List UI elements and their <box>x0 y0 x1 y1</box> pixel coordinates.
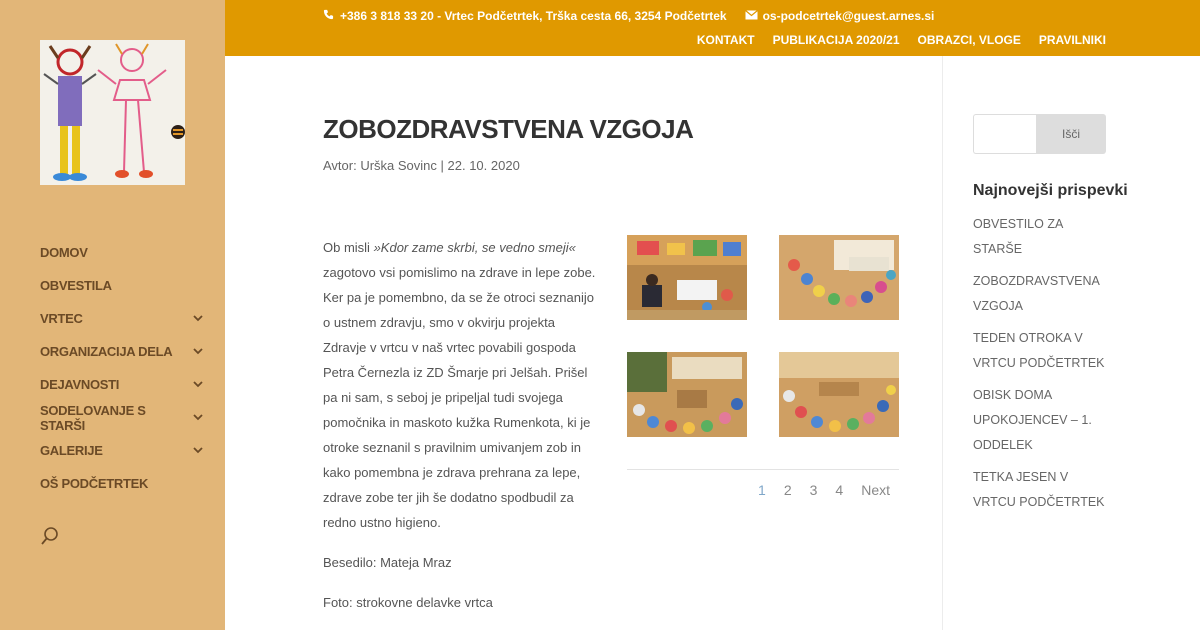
nav-item-vrtec[interactable] <box>40 302 210 335</box>
search-input[interactable] <box>973 114 1036 154</box>
nav-item-dejavnosti[interactable] <box>40 368 210 401</box>
nav-item-organizacija-dela[interactable] <box>40 335 210 368</box>
recent-posts-title: Najnovejši prispevki <box>973 182 1128 199</box>
topnav-obrazci-vloge[interactable]: OBRAZCI, VLOGE <box>917 33 1021 47</box>
topnav-publikacija[interactable]: PUBLIKACIJA 2020/21 <box>772 33 900 47</box>
email-link[interactable] <box>745 9 935 23</box>
page-link-1[interactable]: 1 <box>758 482 766 498</box>
recent-post-link[interactable]: TETKA JESEN V VRTCU PODČETRTEK <box>973 470 1105 509</box>
page-link-4[interactable]: 4 <box>835 482 844 498</box>
nav-item-label: VRTEC <box>40 311 83 326</box>
top-header <box>225 0 1200 56</box>
phone-icon <box>323 9 334 23</box>
intro-prefix: Ob misli <box>323 240 374 255</box>
recent-post-link[interactable]: OBISK DOMA UPOKOJENCEV – 1. ODDELEK <box>973 388 1092 452</box>
sidebar <box>0 0 225 630</box>
gallery-photo[interactable] <box>779 352 899 437</box>
nav-item-label: OBVESTILA <box>40 278 112 293</box>
post-body <box>323 235 598 630</box>
recent-post-link[interactable]: TEDEN OTROKA V VRTCU PODČETRTEK <box>973 331 1105 370</box>
nav-item-label: DEJAVNOSTI <box>40 377 120 392</box>
nav-item-domov[interactable] <box>40 236 210 269</box>
gallery-photo[interactable] <box>779 235 899 320</box>
gallery-photo[interactable] <box>627 235 747 320</box>
chevron-down-icon[interactable] <box>190 344 206 360</box>
topnav-kontakt[interactable]: KONTAKT <box>696 33 755 47</box>
post-author-text: Besedilo: Mateja Mraz <box>323 555 452 570</box>
nav-item-obvestila[interactable] <box>40 269 210 302</box>
secondary-nav <box>697 33 1106 47</box>
sidebar-divider <box>942 56 943 630</box>
recent-posts-list <box>973 212 1113 522</box>
post-paragraph <box>323 235 598 535</box>
post-photo-credit: Foto: strokovne delavke vrtca <box>323 595 493 610</box>
nav-item-label: OŠ PODČETRTEK <box>40 476 149 491</box>
post-meta: Avtor: Urška Sovinc | 22. 10. 2020 <box>323 158 520 173</box>
nav-item-label: SODELOVANJE S STARŠI <box>40 402 146 433</box>
post-title: ZOBOZDRAVSTVENA VZGOJA <box>323 114 694 144</box>
page-next-link[interactable]: Next <box>861 482 890 498</box>
phone-address-text: +386 3 818 33 20 - Vrtec Podčetrtek, Trška cesta 66, 3254 Podčetrtek <box>340 9 727 23</box>
nav-item-label: ORGANIZACIJA DELA <box>40 344 173 359</box>
email-text: os-podcetrtek@guest.arnes.si <box>762 9 935 23</box>
nav-item-os-podcetrtek[interactable] <box>40 467 210 500</box>
gallery-pagination <box>758 482 890 498</box>
nav-item-galerije[interactable] <box>40 434 210 467</box>
intro-rest: zagotovo vsi pomislimo na zdrave in lepe zobe. Ker pa je pomembno, da se že otroci seznanijo o ustnem zdravju, smo v okvirju projekta Zdravje v vrtcu v naš vrtec povabili gospoda Petra Černezla iz ZD Šmarje pri Jelšah. Prišel pa ni sam, s seboj je pripeljal tudi svojega pomočnika in maskoto kužka Rumenkota, ki je otroke seznanil s pravilnim umivanjem zob in kako pomembna je zdrava prehrana za lepe, zdrave zobe ter jih še dodatno spodbudil za redno ustno higieno. <box>323 265 596 530</box>
main-nav <box>40 236 210 500</box>
page-link-2[interactable]: 2 <box>783 482 792 498</box>
chevron-down-icon[interactable] <box>190 311 206 327</box>
topnav-pravilniki[interactable]: PRAVILNIKI <box>1038 33 1106 47</box>
gallery-photo[interactable] <box>627 352 747 437</box>
nav-item-sodelovanje[interactable] <box>40 401 210 434</box>
chevron-down-icon[interactable] <box>190 377 206 393</box>
intro-quote: »Kdor zame skrbi, se vedno smeji« <box>373 240 576 255</box>
gallery-divider <box>627 469 899 470</box>
search-widget <box>973 114 1106 154</box>
recent-post-link[interactable]: ZOBOZDRAVSTVENA VZGOJA <box>973 274 1100 313</box>
search-icon[interactable] <box>40 526 60 546</box>
nav-item-label: DOMOV <box>40 245 88 260</box>
nav-item-label: GALERIJE <box>40 443 103 458</box>
chevron-down-icon[interactable] <box>190 443 206 459</box>
search-button[interactable]: Išči <box>1036 114 1106 154</box>
chevron-down-icon[interactable] <box>190 410 206 426</box>
recent-post-link[interactable]: OBVESTILO ZA STARŠE <box>973 217 1063 256</box>
children-drawing-logo <box>40 40 185 185</box>
envelope-icon <box>745 9 758 23</box>
page-link-3[interactable]: 3 <box>809 482 818 498</box>
contact-info <box>323 9 934 23</box>
kindergarten-logo[interactable] <box>40 40 185 185</box>
